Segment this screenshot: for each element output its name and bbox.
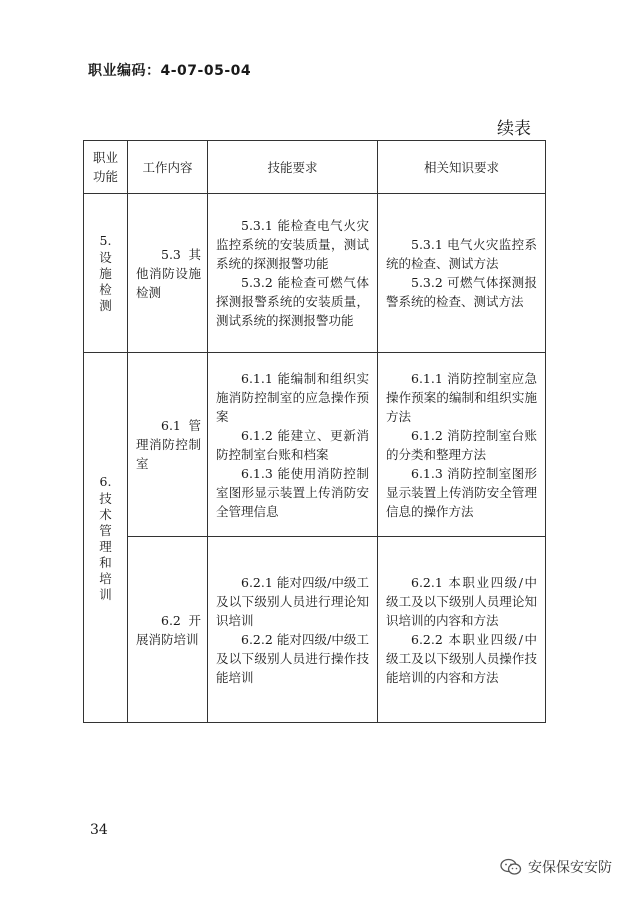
knowledge-cell [378, 353, 546, 537]
content-text: 5.3 其他消防设施检测 [136, 246, 201, 300]
header-function-line: 职业 [92, 150, 118, 165]
header-knowledge: 相关知识要求 [378, 141, 546, 194]
wechat-icon [500, 858, 522, 876]
header-function [84, 141, 128, 194]
continued-label: 续表 [497, 119, 531, 139]
knowledge-item: 5.3.1 电气火灾监控系统的检查、测试方法 [386, 237, 537, 271]
function-label: 技术管理和培训 [99, 490, 112, 602]
knowledge-item: 6.1.1 消防控制室应急操作预案的编制和组织实施方法 [386, 370, 537, 424]
knowledge-item: 6.2.2 本职业四级/中级工及以下级别人员操作技能培训的内容和方法 [386, 631, 537, 685]
header-content: 工作内容 [128, 141, 208, 194]
skills-cell [208, 537, 378, 723]
page-number: 34 [90, 822, 108, 838]
skill-item: 6.1.1 能编制和组织实施消防控制室的应急操作预案 [216, 370, 369, 424]
content-cell [128, 537, 208, 723]
table-row [84, 537, 546, 723]
content-cell [128, 353, 208, 537]
knowledge-item: 6.1.2 消防控制室台账的分类和整理方法 [386, 427, 537, 462]
function-cell [84, 194, 128, 353]
header-function-line: 功能 [92, 169, 118, 184]
table-header-row [84, 141, 546, 194]
knowledge-item: 6.1.3 消防控制室图形显示装置上传消防安全管理信息的操作方法 [386, 465, 537, 519]
knowledge-cell [378, 537, 546, 723]
source-watermark [500, 857, 612, 877]
knowledge-item: 5.3.2 可燃气体探测报警系统的检查、测试方法 [386, 275, 537, 309]
skill-item: 5.3.2 能检查可燃气体探测报警系统的安装质量，测试系统的探测报警功能 [216, 275, 369, 328]
watermark-text: 安保保安安防 [528, 860, 612, 876]
skill-item: 6.2.1 能对四级/中级工及以下级别人员进行理论知识培训 [216, 574, 369, 628]
skill-item: 6.1.3 能使用消防控制室图形显示装置上传消防安全管理信息 [216, 465, 369, 519]
table-row [84, 194, 546, 353]
header-skills: 技能要求 [208, 141, 378, 194]
content-cell [128, 194, 208, 353]
content-text: 6.2 开展消防培训 [136, 612, 201, 647]
table-row [84, 353, 546, 537]
function-cell [84, 353, 128, 723]
knowledge-cell [378, 194, 546, 353]
skill-item: 6.2.2 能对四级/中级工及以下级别人员进行操作技能培训 [216, 631, 369, 685]
skills-cell [208, 353, 378, 537]
function-number: 5. [99, 233, 112, 248]
skills-cell [208, 194, 378, 353]
skill-item: 5.3.1 能检查电气火灾监控系统的安装质量，测试系统的探测报警功能 [216, 218, 369, 271]
occupation-code: 职业编码：4-07-05-04 [88, 63, 252, 79]
skills-table [83, 140, 546, 723]
skill-item: 6.1.2 能建立、更新消防控制室台账和档案 [216, 427, 369, 462]
knowledge-item: 6.2.1 本职业四级/中级工及以下级别人员理论知识培训的内容和方法 [386, 574, 537, 628]
function-number: 6. [99, 473, 112, 489]
content-text: 6.1 管理消防控制室 [136, 418, 201, 471]
function-label: 设施检测 [99, 250, 112, 313]
